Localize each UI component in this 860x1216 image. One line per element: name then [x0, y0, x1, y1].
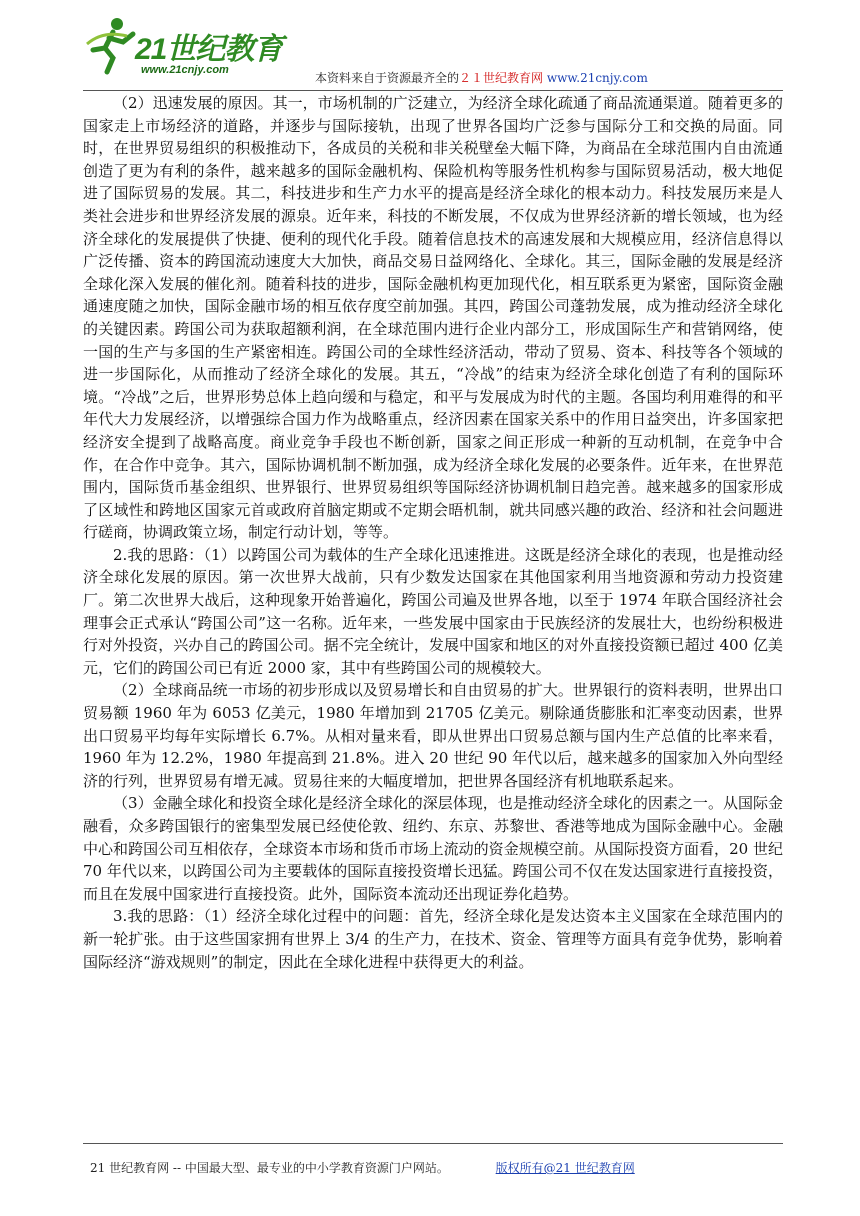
logo-text: 21世纪教育: [135, 33, 283, 66]
paragraph: （3）金融全球化和投资全球化是经济全球化的深层体现，也是推动经济全球化的因素之一。从国际金融看，众多跨国银行的密集型发展已经使伦敦、纽约、东京、苏黎世、香港等地成为国际金融中心。金融中心和跨国公司互相依存，全球资本市场和货币市场上流动的资金规模空前。从国际投资方面看，20 世纪 70 年代以来，以跨国公司为主要载体的国际直接投资增长迅猛。跨国公司不仅在发达国家进行直接投资，而且在发展中国家进行直接投资。此外，国际资本流动还出现证券化趋势。: [83, 794, 783, 903]
header-source-line: [315, 69, 648, 86]
footer-divider: [83, 1143, 783, 1144]
paragraph: 2.我的思路：（1）以跨国公司为载体的生产全球化迅速推进。这既是经济全球化的表现，也是推动经济全球化发展的原因。第一次世界大战前，只有少数发达国家在其他国家利用当地资源和劳动力投资建厂。第二次世界大战后，这种现象开始普遍化，跨国公司遍及世界各地，以至于 1974 年联合国经济社会理事会正式承认“跨国公司”这一名称。近年来，一些发展中国家由于民族经济的发展壮大，也纷纷积极进行对外投资，兴办自己的跨国公司。据不完全统计，发展中国家和地区的对外直接投资额已超过 400 亿美元，它们的跨国公司已有近 2000 家，其中有些跨国公司的规模较大。: [83, 545, 783, 677]
site-logo[interactable]: [83, 14, 283, 78]
article-body: [83, 92, 783, 973]
logo-url: www.21cnjy.com: [141, 64, 229, 76]
paragraph: 3.我的思路：（1）经济全球化过程中的问题：首先，经济全球化是发达资本主义国家在全球范围内的新一轮扩张。由于这些国家拥有世界上 3/4 的生产力，在技术、资金、管理等方面具有竞争优势，影响着国际经济“游戏规则”的制定，因此在全球化进程中获得更大的利益。: [83, 907, 783, 971]
page-header: [83, 14, 783, 90]
page-footer: [90, 1159, 635, 1176]
copyright-link[interactable]: 版权所有@21 世纪教育网: [495, 1161, 635, 1175]
paragraph: （2）全球商品统一市场的初步形成以及贸易增长和自由贸易的扩大。世界银行的资料表明，世界出口贸易额 1960 年为 6053 亿美元，1980 年增加到 21705 亿美元。剔除通货膨胀和汇率变动因素，世界出口贸易平均每年实际增长 6.7%。从相对量来看，即从世界出口贸易总额与国内生产总值的比率来看，1960 年为 12.2%，1980 年提高到 21.8%。进入 20 世纪 90 年代以后，越来越多的国家加入外向型经济的行列，世界贸易有增无减。贸易往来的大幅度增加，把世界各国经济有机地联系起来。: [83, 681, 783, 790]
header-divider: [83, 90, 783, 91]
footer-text: 21 世纪教育网 -- 中国最大型、最专业的中小学教育资源门户网站。: [90, 1161, 449, 1175]
source-site-name: ２１世纪教育网: [459, 71, 544, 85]
source-url-link[interactable]: www.21cnjy.com: [546, 71, 648, 85]
paragraph: （2）迅速发展的原因。其一，市场机制的广泛建立，为经济全球化疏通了商品流通渠道。随着更多的国家走上市场经济的道路，并逐步与国际接轨，出现了世界各国均广泛参与国际分工和交换的局面。同时，在世界贸易组织的积极推动下，各成员的关税和非关税壁垒大幅下降，为商品在全球范围内自由流通创造了更为有利的条件，越来越多的国际金融机构、保险机构等服务性机构参与国际贸易活动，极大地促进了国际贸易的发展。其二，科技进步和生产力水平的提高是经济全球化的根本动力。科技发展历来是人类社会进步和世界经济发展的源泉。近年来，科技的不断发展，不仅成为世界经济新的增长领域，也为经济全球化的发展提供了快捷、便利的现代化手段。随着信息技术的高速发展和大规模应用，经济信息得以广泛传播、资本的跨国流动速度大大加快，商品交易日益网络化、全球化。其三，国际金融的发展是经济全球化深入发展的催化剂。随着科技的进步，国际金融机构更加现代化，相互联系更为紧密，国际资金融通速度随之加快，国际金融市场的相互依存度空前加强。其四，跨国公司蓬勃发展，成为推动经济全球化的关键因素。跨国公司为获取超额利润，在全球范围内进行企业内部分工，形成国际生产和营销网络，使一国的生产与多国的生产紧密相连。跨国公司的全球性经济活动，带动了贸易、资本、科技等各个领域的进一步国际化，从而推动了经济全球化的发展。其五，“冷战”的结束为经济全球化创造了有利的国际环境。“冷战”之后，世界形势总体上趋向缓和与稳定，和平与发展成为时代的主题。各国均利用难得的和平年代大力发展经济，以增强综合国力作为战略重点，经济因素在国家关系中的作用日益突出，许多国家把经济安全提到了战略高度。商业竞争手段也不断创新，国家之间正形成一种新的互动机制，在竞争中合作，在合作中竞争。其六，国际协调机制不断加强，成为经济全球化发展的必要条件。近年来，在世界范围内，国际货币基金组织、世界银行、世界贸易组织等国际经济协调机制日趋完善。越来越多的国家形成了区域性和跨地区国家元首或政府首脑定期或不定期会晤机制，就共同感兴趣的政治、经济和社会问题进行磋商，协调政策立场，制定行动计划，等等。: [83, 94, 783, 542]
source-prefix: 本资料来自于资源最齐全的: [315, 71, 460, 85]
runner-icon: [83, 14, 143, 78]
